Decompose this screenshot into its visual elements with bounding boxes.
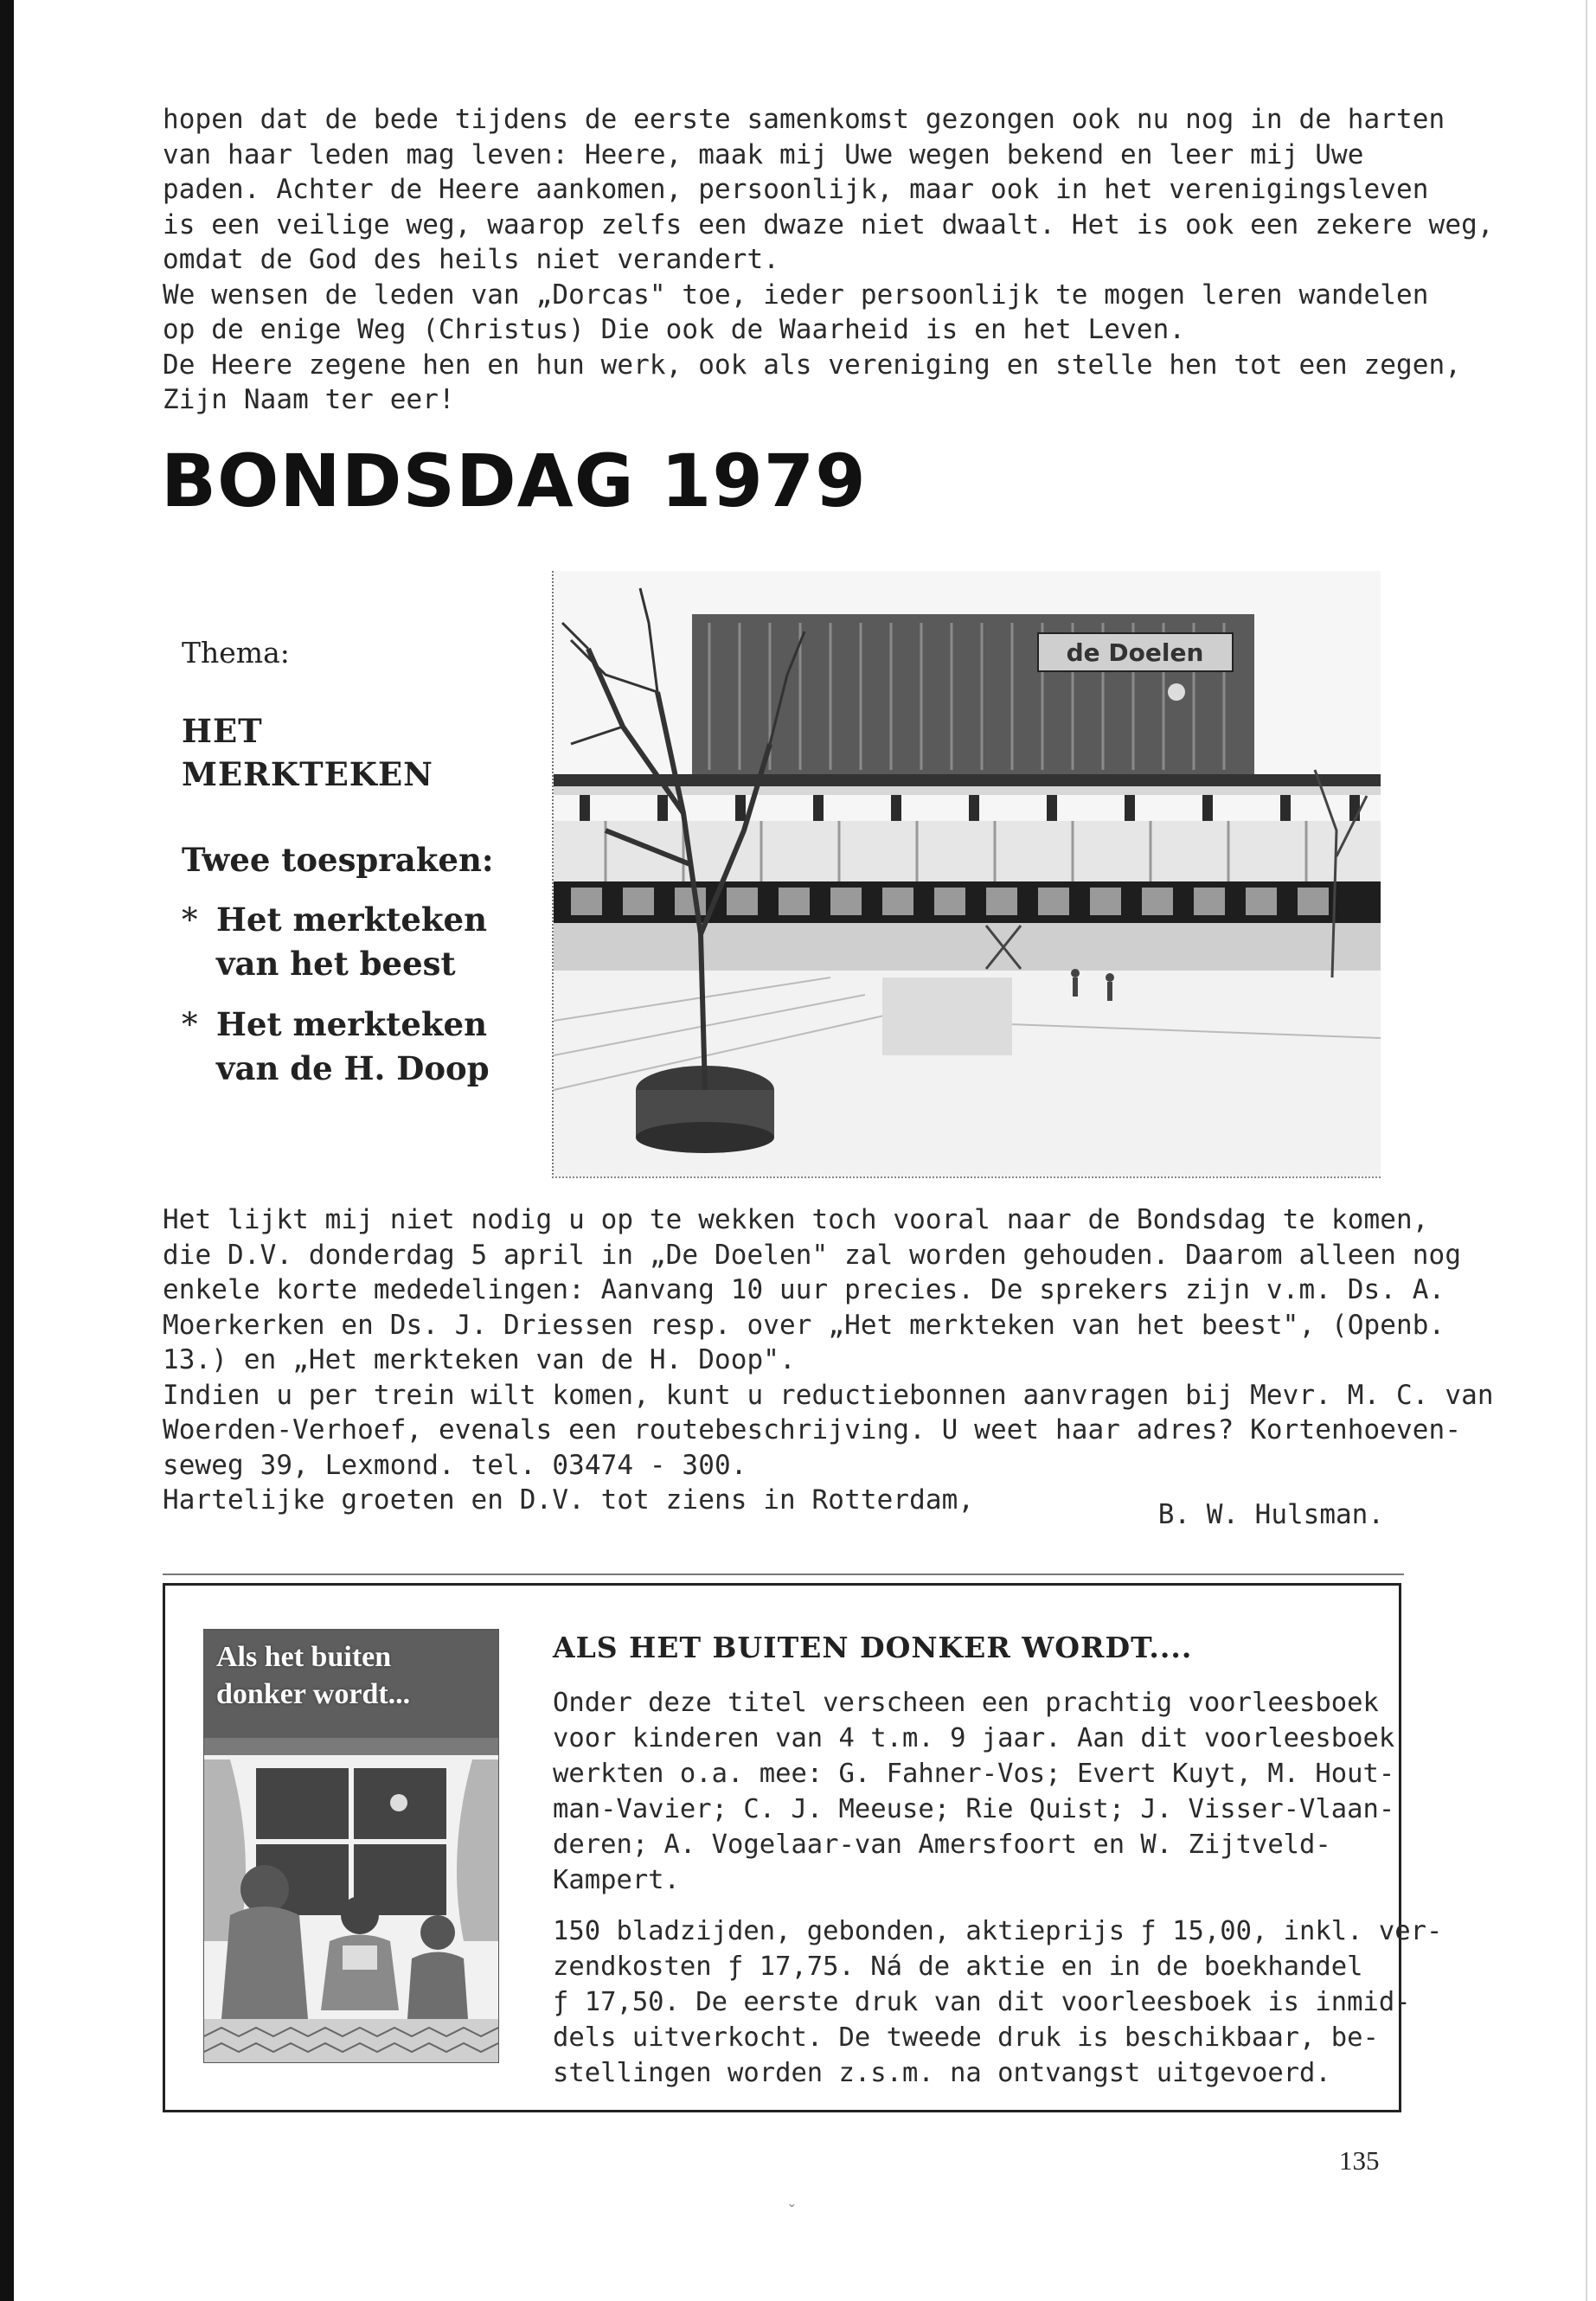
- announcement-line: 13.) en „Het merkteken van de H. Doop".: [163, 1344, 796, 1375]
- theme-title-line: HET: [182, 712, 263, 750]
- book-ad-text: [553, 1631, 1443, 2106]
- theme-title: [182, 709, 545, 796]
- ad-line: zendkosten ƒ 17,75. Ná de aktie en in de boekhandel: [553, 1952, 1363, 1982]
- de-doelen-photo: [552, 571, 1381, 1178]
- announcement-line: Het lijkt mij niet nodig u op te wekken toch vooral naar de Bondsdag te komen,: [163, 1204, 1429, 1235]
- announcement-line: Hartelijke groeten en D.V. tot ziens in Rotterdam,: [163, 1484, 975, 1516]
- scan-edge-bar: [0, 0, 14, 2301]
- book-ad-description: [553, 1685, 1395, 1898]
- ad-top-rule: [163, 1574, 1404, 1575]
- signature: B. W. Hulsman.: [1157, 1499, 1384, 1530]
- bullet-star: *: [182, 901, 198, 939]
- intro-line: is een veilige weg, waarop zelfs een dwaze niet dwaalt. Het is ook een zekere weg,: [163, 208, 1494, 240]
- cover-title: [216, 1638, 484, 1713]
- cover-title-line: donker wordt...: [216, 1678, 411, 1710]
- ad-line: ƒ 17,50. De eerste druk van dit voorleesboek is inmid-: [553, 1987, 1411, 2017]
- ad-line: Kampert.: [553, 1865, 680, 1895]
- ad-line: 150 bladzijden, gebonden, aktieprijs ƒ 15,00, inkl. ver-: [553, 1916, 1443, 1946]
- page-number: 135: [1339, 2145, 1380, 2176]
- ad-line: voor kinderen van 4 t.m. 9 jaar. Aan dit voorleesboek: [553, 1723, 1395, 1753]
- book-cover-image: [203, 1629, 499, 2063]
- ad-line: Onder deze titel verscheen een prachtig voorleesboek: [553, 1688, 1379, 1718]
- talk-item: [182, 1003, 545, 1090]
- talk-item: [182, 898, 545, 985]
- announcement-line: Woerden-Verhoef, evenals een routebeschrijving. U weet haar adres? Kortenhoeven-: [163, 1414, 1462, 1445]
- announcement-line: Moerkerken en Ds. J. Driessen resp. over „Het merkteken van het beest", (Openb.: [163, 1309, 1445, 1341]
- de-doelen-building-image: [554, 571, 1381, 1176]
- intro-line: hopen dat de bede tijdens de eerste samenkomst gezongen ook nu nog in de harten: [163, 104, 1445, 135]
- intro-line: paden. Achter de Heere aankomen, persoonlijk, maar ook in het verenigingsleven: [163, 174, 1429, 205]
- cover-title-line: Als het buiten: [216, 1641, 392, 1673]
- talk-item-line: Het merkteken: [216, 1005, 488, 1043]
- announcement-line: die D.V. donderdag 5 april in „De Doelen" zal worden gehouden. Daarom alleen nog: [163, 1239, 1462, 1271]
- intro-line: op de enige Weg (Christus) Die ook de Waarheid is en het Leven.: [163, 314, 1186, 345]
- bullet-star: *: [182, 1006, 198, 1043]
- intro-line: Zijn Naam ter eer!: [163, 384, 455, 415]
- intro-paragraph: [163, 102, 1494, 418]
- ad-line: dels uitverkocht. De tweede druk is beschikbaar, be-: [553, 2022, 1379, 2053]
- book-ad-pricing: [553, 1913, 1443, 2091]
- ad-line: man-Vavier; C. J. Meeuse; Rie Quist; J. Visser-Vlaan-: [553, 1794, 1395, 1824]
- ad-line: werkten o.a. mee: G. Fahner-Vos; Evert Kuyt, M. Hout-: [553, 1759, 1395, 1789]
- talk-item-line: Het merkteken: [216, 901, 488, 939]
- building-sign: de Doelen: [1066, 638, 1204, 667]
- intro-line: van haar leden mag leven: Heere, maak mij Uwe wegen bekend en leer mij Uwe: [163, 138, 1364, 170]
- announcement-paragraph: [163, 1202, 1494, 1518]
- intro-line: We wensen de leden van „Dorcas" toe, ieder persoonlijk te mogen leren wandelen: [163, 279, 1429, 311]
- talk-item-line: van het beest: [216, 945, 456, 983]
- intro-line: De Heere zegene hen en hun werk, ook als vereniging en stelle hen tot een zegen,: [163, 349, 1462, 381]
- stray-mark: ˇ: [789, 2202, 795, 2221]
- talks-label: Twee toespraken:: [182, 841, 494, 879]
- announcement-line: seweg 39, Lexmond. tel. 03474 - 300.: [163, 1449, 747, 1481]
- theme-block: [182, 636, 545, 1107]
- intro-line: omdat de God des heils niet verandert.: [163, 244, 780, 275]
- theme-label: Thema:: [182, 636, 290, 670]
- book-ad-title: ALS HET BUITEN DONKER WORDT....: [553, 1631, 1193, 1664]
- announcement-line: Indien u per trein wilt komen, kunt u reductiebonnen aanvragen bij Mevr. M. C. van: [163, 1379, 1494, 1411]
- ad-line: stellingen worden z.s.m. na ontvangst uitgevoerd.: [553, 2058, 1331, 2088]
- page-heading: BONDSDAG 1979: [161, 439, 867, 523]
- scan-edge-right: [1586, 0, 1587, 2301]
- ad-line: deren; A. Vogelaar-van Amersfoort en W. Zijtveld-: [553, 1830, 1331, 1860]
- talk-item-line: van de H. Doop: [216, 1049, 490, 1087]
- theme-title-line: MERKTEKEN: [182, 755, 433, 793]
- book-ad-box: [163, 1583, 1443, 2112]
- announcement-line: enkele korte mededelingen: Aanvang 10 uur precies. De sprekers zijn v.m. Ds. A.: [163, 1274, 1445, 1305]
